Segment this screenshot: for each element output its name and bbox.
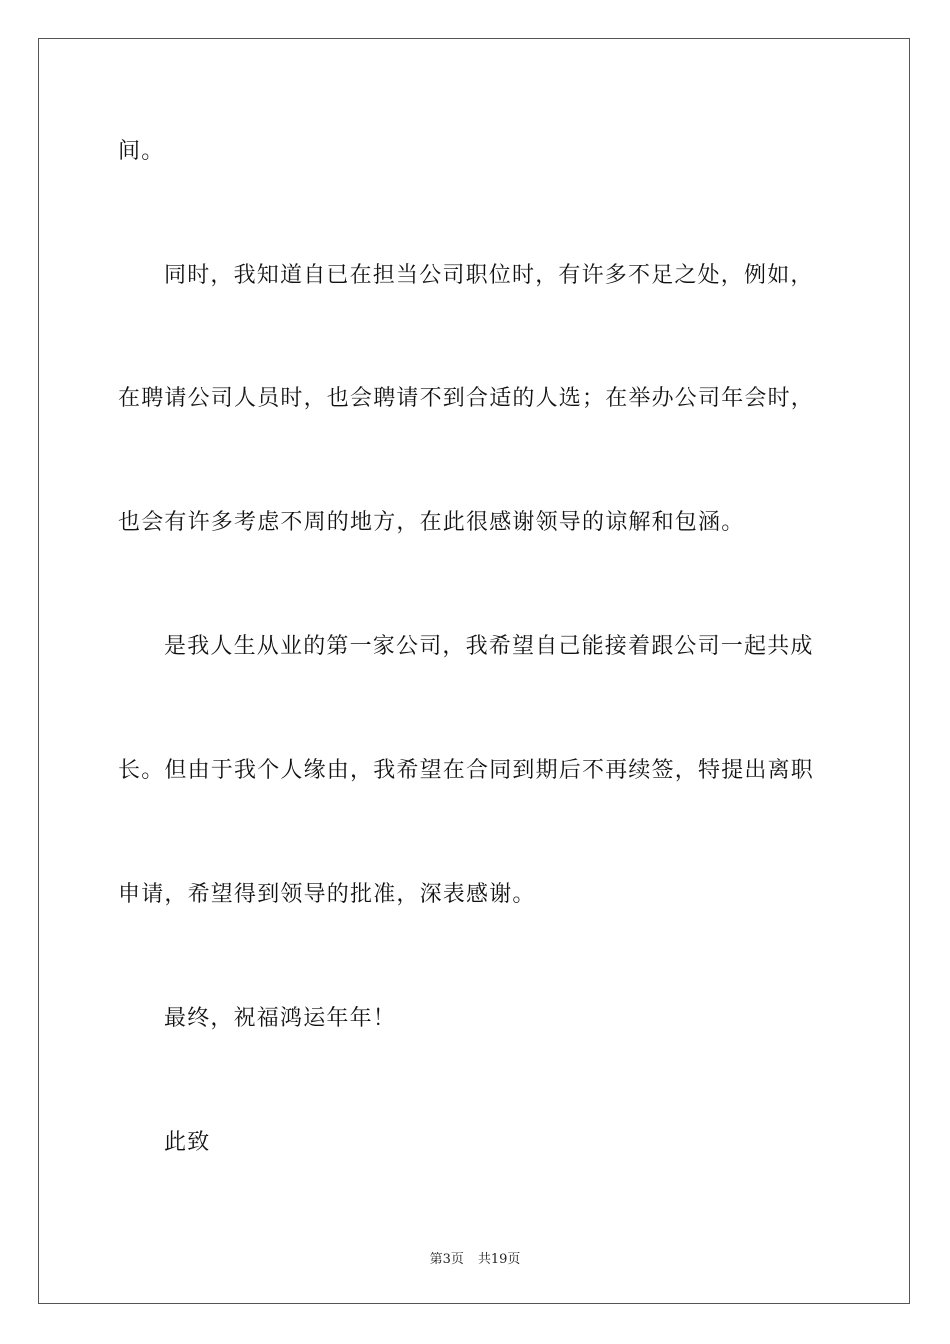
text-line-3: 在聘请公司人员时，也会聘请不到合适的人选；在举办公司年会时， bbox=[118, 386, 815, 411]
text-line-9: 此致 bbox=[164, 1130, 211, 1155]
text-line-4: 也会有许多考虑不周的地方，在此很感谢领导的谅解和包涵。 bbox=[118, 510, 745, 535]
page-number-current: 第3页 bbox=[429, 1252, 464, 1267]
text-line-5: 是我人生从业的第一家公司，我希望自己能接着跟公司一起共成 bbox=[164, 634, 814, 659]
text-line-2: 同时，我知道自已在担当公司职位时，有许多不足之处，例如， bbox=[164, 263, 814, 288]
text-line-1: 间。 bbox=[118, 139, 165, 164]
page-frame bbox=[38, 38, 910, 1304]
text-line-7: 申请，希望得到领导的批准，深表感谢。 bbox=[118, 882, 536, 907]
text-line-8: 最终，祝福鸿运年年！ bbox=[164, 1006, 397, 1031]
text-line-6: 长。但由于我个人缘由，我希望在合同到期后不再续签，特提出离职 bbox=[118, 758, 815, 783]
page-number-total: 共19页 bbox=[477, 1252, 521, 1267]
page-footer bbox=[0, 1248, 950, 1267]
